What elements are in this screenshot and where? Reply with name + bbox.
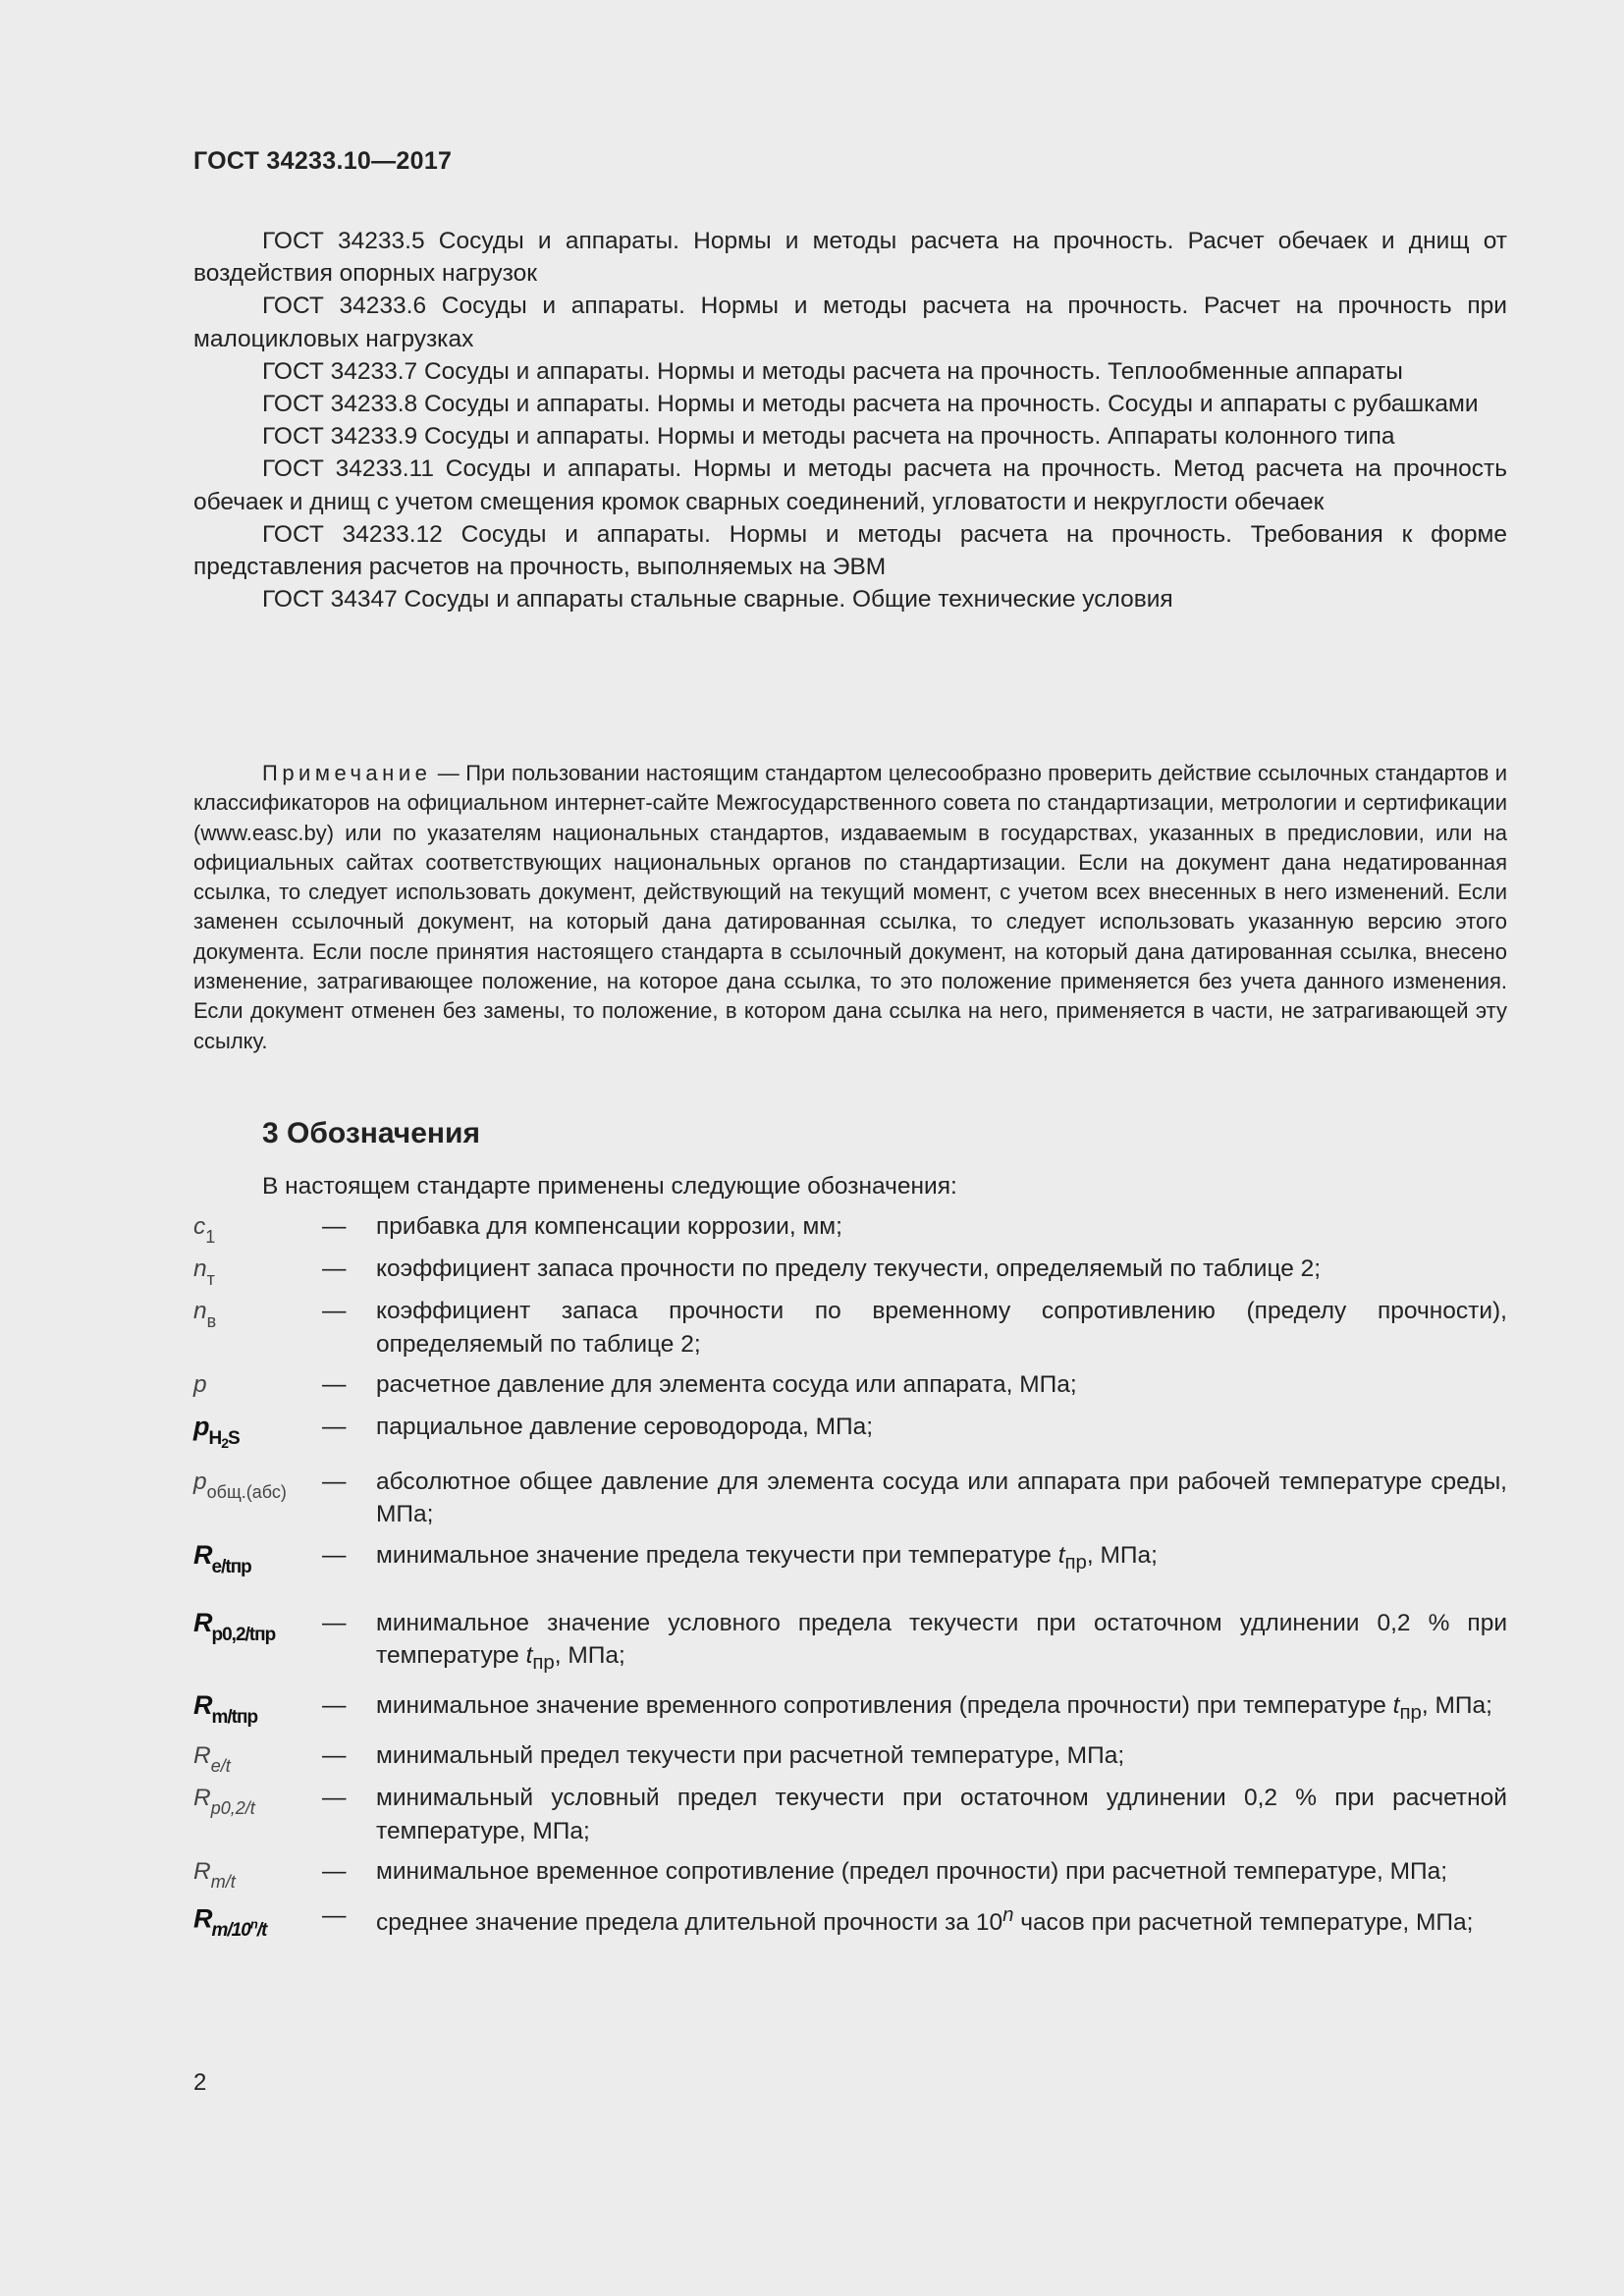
- symbol: $R_{m/tпр}$: [193, 1690, 258, 1729]
- reference-item: ГОСТ 34233.7 Сосуды и аппараты. Нормы и методы расчета на прочность. Теплообменные аппараты: [262, 357, 1403, 385]
- symbol-description: минимальный условный предел текучести при остаточном удлинении 0,2 % при расчетной температуре, МПа;: [376, 1785, 1507, 1844]
- symbol-description: коэффициент запаса прочности по пределу текучести, определяемый по таблице 2;: [376, 1255, 1322, 1283]
- dash: —: [322, 1298, 347, 1325]
- symbol-description: минимальное значение предела текучести при температуре $t_{пр}$, МПа;: [376, 1541, 1158, 1574]
- symbol: $R_{e/tпр}$: [193, 1539, 251, 1577]
- symbol-row: [193, 1411, 1507, 1452]
- reference-item: ГОСТ 34233.5 Сосуды и аппараты. Нормы и методы расчета на прочность. Расчет обечаек и днищ от воздействия опорных нагрузок: [193, 228, 1507, 288]
- dash: —: [322, 1468, 347, 1496]
- dash: —: [322, 1213, 347, 1240]
- dash: —: [322, 1609, 347, 1636]
- symbol: $n_т$: [193, 1255, 215, 1290]
- symbol: $c_1$: [193, 1213, 216, 1247]
- reference-item: ГОСТ 34233.6 Сосуды и аппараты. Нормы и методы расчета на прочность. Расчет на прочность при малоцикловых нагрузках: [193, 293, 1507, 352]
- document-page: [193, 0, 1507, 2296]
- reference-item: ГОСТ 34233.11 Сосуды и аппараты. Нормы и методы расчета на прочность. Метод расчета на прочность обечаек и днищ с учетом смещения кромок сварных соединений, угловатости и некруглости обечаек: [193, 455, 1507, 515]
- reference-item: ГОСТ 34233.12 Сосуды и аппараты. Нормы и методы расчета на прочность. Требования к форме представления расчетов на прочность, выполняемых на ЭВМ: [193, 520, 1507, 581]
- dash: —: [322, 1901, 347, 1929]
- dash: —: [322, 1255, 347, 1283]
- symbol: $R_{p0,2/tпр}$: [193, 1607, 276, 1645]
- symbol-row: [193, 1210, 1507, 1245]
- dash: —: [322, 1692, 347, 1720]
- note-paragraph: [193, 759, 1507, 1056]
- symbol-description: минимальное значение временного сопротивления (предела прочности) при температуре $t_{пр}$, МПа;: [376, 1692, 1492, 1724]
- section-title: 3 Обозначения: [262, 1117, 480, 1149]
- dash: —: [322, 1541, 347, 1569]
- symbol-row: [193, 1466, 1507, 1530]
- symbol-row: [193, 1368, 1507, 1401]
- dash: —: [322, 1742, 347, 1770]
- symbol-row: [193, 1855, 1507, 1890]
- reference-item: ГОСТ 34233.8 Сосуды и аппараты. Нормы и методы расчета на прочность. Сосуды и аппараты с рубашками: [262, 391, 1479, 418]
- symbol: $p_{общ.(абс)}$: [193, 1468, 287, 1503]
- symbol-description: минимальное значение условного предела текучести при остаточном удлинении 0,2 % при температуре $t_{пр}$, МПа;: [376, 1609, 1507, 1674]
- reference-item: ГОСТ 34347 Сосуды и аппараты стальные сварные. Общие технические условия: [262, 586, 1173, 614]
- symbol-row: [193, 1253, 1507, 1290]
- symbol-description: минимальное временное сопротивление (предел прочности) при расчетной температуре, МПа;: [376, 1857, 1448, 1885]
- note-text: — При пользовании настоящим стандартом целесообразно проверить действие ссылочных стандартов и классификаторов на официальном интернет-сайте Межгосударственного совета по стандартизации, метрологии и сертификации (www.easc.by) или по указателям национальных стандартов, издаваемым в государствах, указанных в предисловии, или на официальных сайтах соответствующих национальных органов по стандартизации. Если на документ дана недатированная ссылка, то следует использовать документ, действующий на текущий момент, с учетом всех внесенных в него изменений. Если заменен ссылочный документ, на который дана датированная ссылка, то следует использовать указанную версию этого документа. Если после принятия настоящего стандарта в ссылочный документ, на который дана датированная ссылка, внесено изменение, затрагивающее положение, на которое дана ссылка, то это положение применяется без учета данного изменения. Если документ отменен без замены, то положение, в котором дана ссылка на него, применяется в части, не затрагивающей эту ссылку.: [193, 761, 1507, 1053]
- dash: —: [322, 1370, 347, 1398]
- symbol-row: [193, 1607, 1507, 1680]
- symbol-description: парциальное давление сероводорода, МПа;: [376, 1414, 874, 1441]
- page-number: 2: [193, 2069, 207, 2096]
- document-header: ГОСТ 34233.10—2017: [193, 147, 453, 175]
- symbols-list: [193, 1210, 1507, 1942]
- symbol: $R_{p0,2/t}$: [193, 1785, 255, 1819]
- symbol: $R_{m/10^n/t}$: [193, 1903, 267, 1942]
- symbol: $n_в$: [193, 1298, 217, 1332]
- symbol-row: [193, 1539, 1507, 1579]
- dash: —: [322, 1785, 347, 1812]
- normative-references: [193, 225, 1507, 615]
- section-intro: В настоящем стандарте применены следующие обозначения:: [262, 1173, 957, 1200]
- symbol-row: [193, 1899, 1507, 1942]
- symbol-row: [193, 1782, 1507, 1846]
- symbol: $R_{e/t}$: [193, 1742, 231, 1777]
- dash: —: [322, 1414, 347, 1441]
- symbol-description: расчетное давление для элемента сосуда или аппарата, МПа;: [376, 1370, 1077, 1398]
- symbol-description: абсолютное общее давление для элемента сосуда или аппарата при рабочей температуре среды, МПа;: [376, 1468, 1507, 1528]
- symbol: $p_{H_2S}$: [193, 1412, 240, 1452]
- symbol-row: [193, 1295, 1507, 1360]
- symbol-description: коэффициент запаса прочности по временному сопротивлению (пределу прочности), определяемый по таблице 2;: [376, 1298, 1507, 1358]
- symbol-row: [193, 1739, 1507, 1777]
- symbol-description: среднее значение предела длительной прочности за 10$^n$ часов при расчетной температуре, МПа;: [376, 1903, 1474, 1937]
- symbol: p: [193, 1370, 207, 1398]
- symbol-description: минимальный предел текучести при расчетной температуре, МПа;: [376, 1742, 1125, 1770]
- dash: —: [322, 1857, 347, 1885]
- symbol-row: [193, 1689, 1507, 1730]
- reference-item: ГОСТ 34233.9 Сосуды и аппараты. Нормы и методы расчета на прочность. Аппараты колонного типа: [262, 423, 1395, 451]
- symbol: $R_{m/t}$: [193, 1857, 236, 1892]
- note-label: Примечание: [262, 761, 432, 785]
- symbol-description: прибавка для компенсации коррозии, мм;: [376, 1213, 842, 1240]
